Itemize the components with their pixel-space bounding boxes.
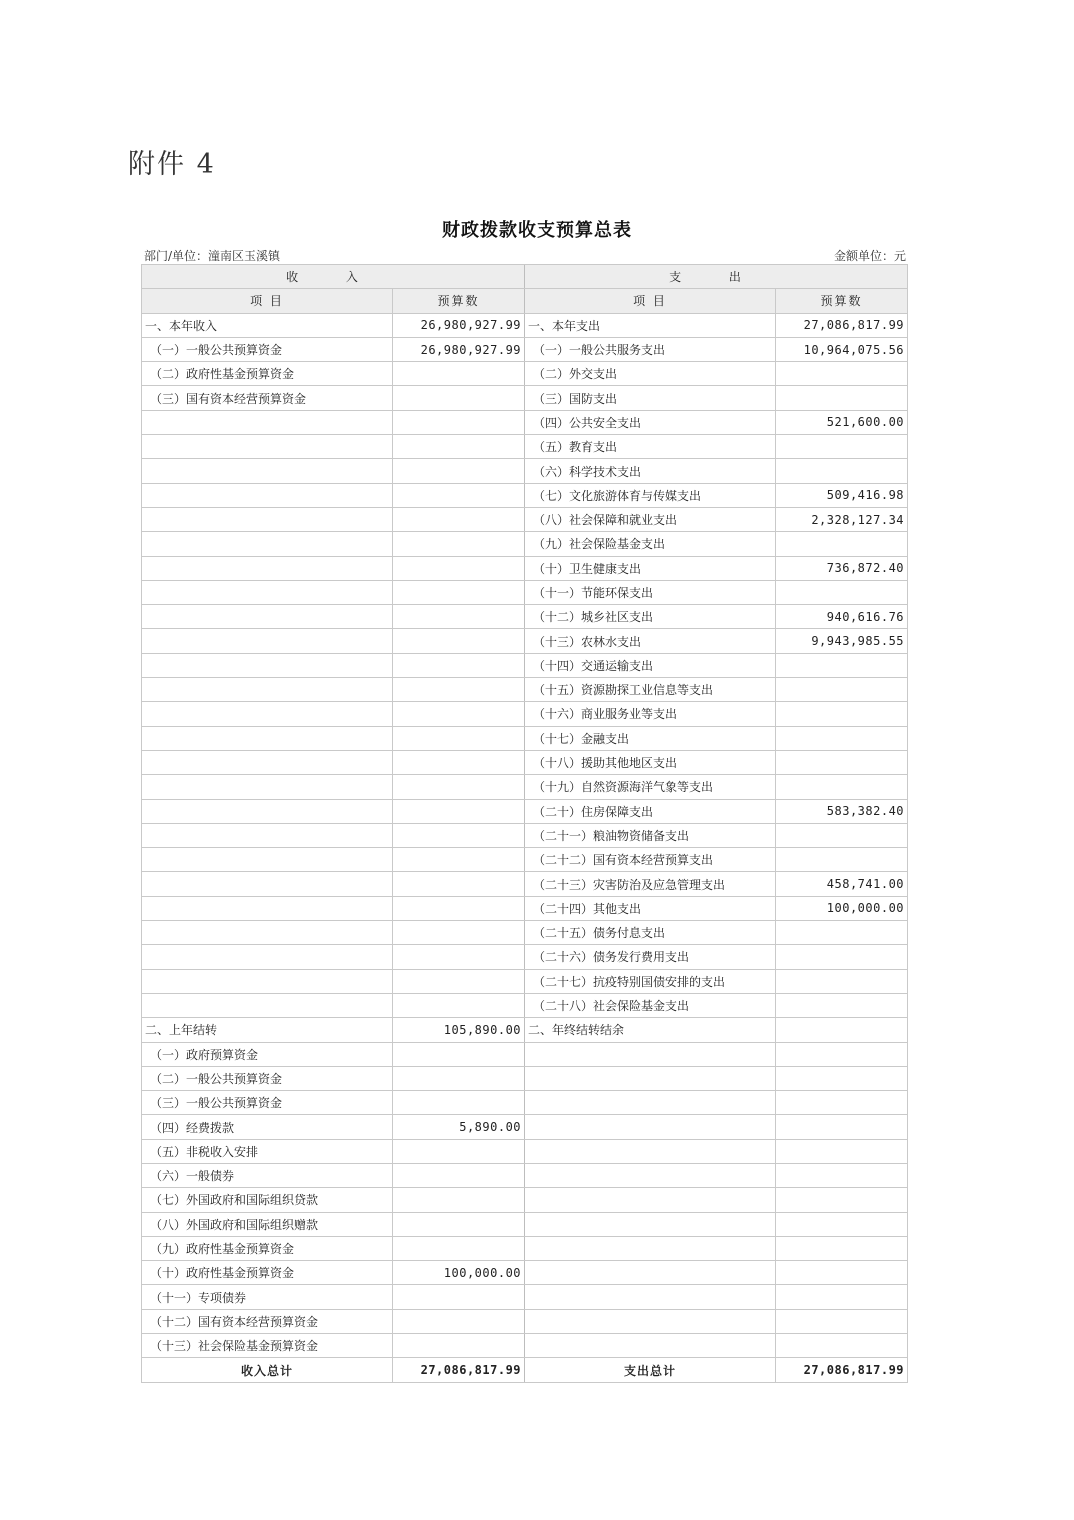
expense-item-cell: （十）卫生健康支出: [525, 556, 776, 580]
expense-item-cell: （四）公共安全支出: [525, 410, 776, 434]
expense-item-cell: （十八）援助其他地区支出: [525, 750, 776, 774]
income-amount-cell: [393, 386, 525, 410]
income-item-cell: [142, 605, 393, 629]
income-item-cell: [142, 702, 393, 726]
expense-amount-cell: 736,872.40: [776, 556, 908, 580]
page-title: 财政拨款收支预算总表: [442, 220, 632, 241]
expense-item-cell: （六）科学技术支出: [525, 459, 776, 483]
expense-amount-cell: 100,000.00: [776, 896, 908, 920]
expense-amount-cell: [776, 945, 908, 969]
income-section-header: 收 入: [142, 265, 525, 289]
expense-item-cell: [525, 1115, 776, 1139]
totals-row: [142, 1358, 908, 1382]
expense-amount-cell: 521,600.00: [776, 410, 908, 434]
table-row: [142, 337, 908, 361]
section-header-row: [142, 265, 908, 289]
income-item-cell: （二）一般公共预算资金: [142, 1066, 393, 1090]
income-amount-cell: [393, 1066, 525, 1090]
table-row: [142, 969, 908, 993]
expense-item-cell: （三）国防支出: [525, 386, 776, 410]
income-item-cell: （五）非税收入安排: [142, 1139, 393, 1163]
income-item-cell: （三）国有资本经营预算资金: [142, 386, 393, 410]
table-row: [142, 1309, 908, 1333]
table-row: [142, 580, 908, 604]
income-item-cell: （十二）国有资本经营预算资金: [142, 1309, 393, 1333]
income-item-cell: （十三）社会保险基金预算资金: [142, 1334, 393, 1358]
table-row: [142, 1139, 908, 1163]
income-item-cell: [142, 750, 393, 774]
income-amount-cell: [393, 726, 525, 750]
income-item-cell: [142, 775, 393, 799]
expense-item-cell: （十四）交通运输支出: [525, 653, 776, 677]
income-item-cell: （六）一般债券: [142, 1163, 393, 1187]
expense-item-cell: （二十四）其他支出: [525, 896, 776, 920]
income-amount-cell: [393, 1091, 525, 1115]
expense-amount-cell: [776, 653, 908, 677]
income-amount-cell: [393, 993, 525, 1017]
income-item-cell: [142, 921, 393, 945]
expense-item-cell: [525, 1334, 776, 1358]
income-amount-cell: [393, 872, 525, 896]
income-amount-cell: [393, 799, 525, 823]
income-amount-cell: 5,890.00: [393, 1115, 525, 1139]
expense-amount-cell: [776, 1334, 908, 1358]
table-row: [142, 678, 908, 702]
table-row: [142, 1212, 908, 1236]
expense-item-cell: [525, 1139, 776, 1163]
income-item-cell: （一）政府预算资金: [142, 1042, 393, 1066]
expense-amount-cell: [776, 386, 908, 410]
income-item-cell: [142, 556, 393, 580]
expense-budget-header: 预算数: [776, 289, 908, 313]
expense-item-cell: （十九）自然资源海洋气象等支出: [525, 775, 776, 799]
table-row: [142, 993, 908, 1017]
income-amount-cell: 105,890.00: [393, 1018, 525, 1042]
expense-item-cell: （一）一般公共服务支出: [525, 337, 776, 361]
table-row: [142, 605, 908, 629]
income-amount-cell: [393, 362, 525, 386]
income-item-cell: [142, 896, 393, 920]
income-amount-cell: [393, 629, 525, 653]
expense-amount-cell: 940,616.76: [776, 605, 908, 629]
expense-item-cell: （五）教育支出: [525, 435, 776, 459]
income-item-cell: [142, 823, 393, 847]
expense-amount-cell: [776, 702, 908, 726]
expense-item-cell: [525, 1066, 776, 1090]
table-row: [142, 313, 908, 337]
table-row: [142, 483, 908, 507]
expense-item-cell: （十五）资源勘探工业信息等支出: [525, 678, 776, 702]
expense-amount-cell: 10,964,075.56: [776, 337, 908, 361]
income-amount-cell: [393, 969, 525, 993]
income-amount-cell: 26,980,927.99: [393, 313, 525, 337]
income-item-cell: [142, 629, 393, 653]
income-amount-cell: [393, 1212, 525, 1236]
income-amount-cell: [393, 1188, 525, 1212]
income-item-cell: [142, 483, 393, 507]
expense-item-cell: （二十八）社会保险基金支出: [525, 993, 776, 1017]
income-item-cell: [142, 848, 393, 872]
income-amount-cell: [393, 532, 525, 556]
income-item-cell: [142, 459, 393, 483]
income-amount-cell: [393, 823, 525, 847]
expense-amount-cell: 583,382.40: [776, 799, 908, 823]
expense-amount-cell: [776, 362, 908, 386]
table-row: [142, 1334, 908, 1358]
expense-amount-cell: [776, 1261, 908, 1285]
table-row: [142, 1018, 908, 1042]
expense-item-cell: [525, 1163, 776, 1187]
expense-item-cell: （二十）住房保障支出: [525, 799, 776, 823]
expense-amount-cell: [776, 459, 908, 483]
table-row: [142, 386, 908, 410]
income-amount-cell: [393, 653, 525, 677]
income-item-cell: （一）一般公共预算资金: [142, 337, 393, 361]
expense-item-cell: （七）文化旅游体育与传媒支出: [525, 483, 776, 507]
income-amount-cell: [393, 1334, 525, 1358]
income-amount-cell: [393, 921, 525, 945]
table-row: [142, 362, 908, 386]
income-amount-cell: [393, 435, 525, 459]
table-row: [142, 750, 908, 774]
expense-item-cell: （十六）商业服务业等支出: [525, 702, 776, 726]
income-item-cell: [142, 799, 393, 823]
expense-item-cell: （十二）城乡社区支出: [525, 605, 776, 629]
income-item-cell: （九）政府性基金预算资金: [142, 1236, 393, 1260]
expense-item-cell: （八）社会保障和就业支出: [525, 507, 776, 531]
table-row: [142, 1236, 908, 1260]
income-amount-cell: [393, 678, 525, 702]
income-amount-cell: [393, 410, 525, 434]
income-amount-cell: [393, 702, 525, 726]
table-row: [142, 1091, 908, 1115]
income-item-cell: （十）政府性基金预算资金: [142, 1261, 393, 1285]
expense-amount-cell: [776, 1163, 908, 1187]
table-row: [142, 848, 908, 872]
table-row: [142, 1188, 908, 1212]
expense-amount-cell: [776, 1139, 908, 1163]
expense-amount-cell: [776, 1115, 908, 1139]
income-amount-cell: 26,980,927.99: [393, 337, 525, 361]
table-row: [142, 872, 908, 896]
table-row: [142, 532, 908, 556]
expense-amount-cell: [776, 775, 908, 799]
expense-amount-cell: [776, 1285, 908, 1309]
expense-amount-cell: [776, 1188, 908, 1212]
income-item-header: 项 目: [142, 289, 393, 313]
income-amount-cell: [393, 459, 525, 483]
table-row: [142, 1042, 908, 1066]
expense-item-cell: （九）社会保险基金支出: [525, 532, 776, 556]
income-amount-cell: [393, 945, 525, 969]
expense-item-cell: [525, 1042, 776, 1066]
income-item-cell: （三）一般公共预算资金: [142, 1091, 393, 1115]
expense-section-header: 支 出: [525, 265, 908, 289]
expense-item-cell: [525, 1212, 776, 1236]
expense-item-cell: [525, 1285, 776, 1309]
department-unit: 部门/单位：潼南区玉溪镇: [144, 249, 281, 263]
table-row: [142, 653, 908, 677]
income-amount-cell: [393, 848, 525, 872]
expense-amount-cell: [776, 969, 908, 993]
table-row: [142, 702, 908, 726]
income-amount-cell: [393, 1309, 525, 1333]
expense-item-cell: （二十一）粮油物资储备支出: [525, 823, 776, 847]
income-amount-cell: 100,000.00: [393, 1261, 525, 1285]
expense-item-cell: [525, 1236, 776, 1260]
income-amount-cell: [393, 1163, 525, 1187]
income-amount-cell: [393, 1285, 525, 1309]
table-row: [142, 726, 908, 750]
table-row: [142, 823, 908, 847]
expense-amount-cell: 27,086,817.99: [776, 313, 908, 337]
expense-item-cell: （十一）节能环保支出: [525, 580, 776, 604]
expense-item-cell: （十三）农林水支出: [525, 629, 776, 653]
income-amount-cell: [393, 896, 525, 920]
income-total-label: 收入总计: [142, 1358, 393, 1382]
income-total-amount: 27,086,817.99: [393, 1358, 525, 1382]
income-amount-cell: [393, 605, 525, 629]
expense-amount-cell: [776, 580, 908, 604]
table-row: [142, 629, 908, 653]
expense-amount-cell: [776, 1212, 908, 1236]
expense-amount-cell: [776, 993, 908, 1017]
income-item-cell: [142, 678, 393, 702]
expense-item-cell: （二十三）灾害防治及应急管理支出: [525, 872, 776, 896]
expense-item-cell: （二）外交支出: [525, 362, 776, 386]
expense-item-cell: 一、本年支出: [525, 313, 776, 337]
income-item-cell: [142, 410, 393, 434]
expense-amount-cell: [776, 823, 908, 847]
income-item-cell: [142, 945, 393, 969]
expense-item-cell: （二十二）国有资本经营预算支出: [525, 848, 776, 872]
expense-amount-cell: [776, 1066, 908, 1090]
table-row: [142, 507, 908, 531]
income-item-cell: [142, 653, 393, 677]
expense-amount-cell: [776, 435, 908, 459]
income-item-cell: [142, 872, 393, 896]
income-item-cell: [142, 993, 393, 1017]
expense-amount-cell: 458,741.00: [776, 872, 908, 896]
income-item-cell: [142, 969, 393, 993]
attachment-label: 附件 4: [128, 149, 216, 180]
income-amount-cell: [393, 1042, 525, 1066]
table-row: [142, 1163, 908, 1187]
expense-amount-cell: [776, 1091, 908, 1115]
expense-item-cell: （二十六）债务发行费用支出: [525, 945, 776, 969]
expense-amount-cell: [776, 921, 908, 945]
expense-amount-cell: 509,416.98: [776, 483, 908, 507]
expense-item-cell: [525, 1188, 776, 1212]
income-amount-cell: [393, 507, 525, 531]
income-item-cell: [142, 507, 393, 531]
table-row: [142, 896, 908, 920]
budget-summary-table: [141, 264, 908, 1383]
income-item-cell: [142, 435, 393, 459]
income-item-cell: 一、本年收入: [142, 313, 393, 337]
table-row: [142, 945, 908, 969]
income-item-cell: （二）政府性基金预算资金: [142, 362, 393, 386]
income-item-cell: 二、上年结转: [142, 1018, 393, 1042]
table-row: [142, 459, 908, 483]
table-row: [142, 1285, 908, 1309]
income-amount-cell: [393, 483, 525, 507]
expense-item-cell: （十七）金融支出: [525, 726, 776, 750]
expense-amount-cell: [776, 532, 908, 556]
income-item-cell: [142, 580, 393, 604]
income-amount-cell: [393, 580, 525, 604]
column-header-row: [142, 289, 908, 313]
expense-amount-cell: [776, 1236, 908, 1260]
table-row: [142, 1261, 908, 1285]
table-row: [142, 1066, 908, 1090]
income-item-cell: [142, 726, 393, 750]
income-item-cell: （四）经费拨款: [142, 1115, 393, 1139]
income-item-cell: （八）外国政府和国际组织赠款: [142, 1212, 393, 1236]
income-amount-cell: [393, 750, 525, 774]
income-item-cell: （七）外国政府和国际组织贷款: [142, 1188, 393, 1212]
income-budget-header: 预算数: [393, 289, 525, 313]
table-row: [142, 435, 908, 459]
expense-amount-cell: [776, 848, 908, 872]
expense-item-cell: [525, 1261, 776, 1285]
table-row: [142, 775, 908, 799]
expense-total-label: 支出总计: [525, 1358, 776, 1382]
expense-amount-cell: 9,943,985.55: [776, 629, 908, 653]
income-amount-cell: [393, 1236, 525, 1260]
expense-item-cell: （二十五）债务付息支出: [525, 921, 776, 945]
income-item-cell: [142, 532, 393, 556]
table-row: [142, 1115, 908, 1139]
expense-item-cell: （二十七）抗疫特别国债安排的支出: [525, 969, 776, 993]
expense-amount-cell: [776, 750, 908, 774]
table-row: [142, 921, 908, 945]
currency-unit: 金额单位：元: [833, 249, 906, 263]
income-amount-cell: [393, 556, 525, 580]
expense-item-cell: 二、年终结转结余: [525, 1018, 776, 1042]
table-row: [142, 410, 908, 434]
expense-item-cell: [525, 1091, 776, 1115]
expense-total-amount: 27,086,817.99: [776, 1358, 908, 1382]
expense-item-header: 项 目: [525, 289, 776, 313]
expense-amount-cell: [776, 678, 908, 702]
table-row: [142, 556, 908, 580]
expense-amount-cell: [776, 1309, 908, 1333]
income-item-cell: （十一）专项债券: [142, 1285, 393, 1309]
expense-item-cell: [525, 1309, 776, 1333]
table-row: [142, 799, 908, 823]
expense-amount-cell: 2,328,127.34: [776, 507, 908, 531]
income-amount-cell: [393, 775, 525, 799]
expense-amount-cell: [776, 1018, 908, 1042]
expense-amount-cell: [776, 1042, 908, 1066]
income-amount-cell: [393, 1139, 525, 1163]
expense-amount-cell: [776, 726, 908, 750]
